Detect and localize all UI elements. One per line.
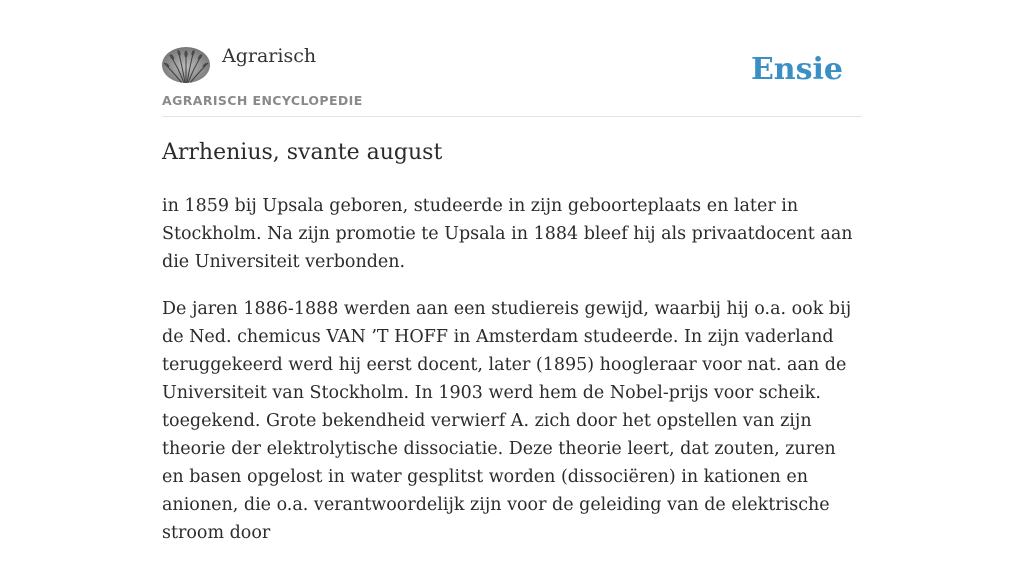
header [162, 0, 862, 117]
brand-logo[interactable]: Ensie [750, 52, 843, 87]
book-subtitle: AGRARISCH ENCYCLOPEDIE [162, 93, 363, 108]
book-title[interactable]: Agrarisch [222, 45, 317, 67]
article-body [162, 192, 862, 566]
article-paragraph: De jaren 1886-1888 werden aan een studiereis gewijd, waarbij hij o.a. ook bij de Ned. chemicus VAN ’T HOFF in Amsterdam studeerde. In zijn vaderland teruggekeerd werd hij eerst docent, later (1895) hoogleraar voor nat. aan de Universiteit van Stockholm. In 1903 werd hem de Nobel-prijs voor scheik. toegekend. Grote bekendheid verwierf A. zich door het opstellen van zijn theorie der elektrolytische dissociatie. Deze theorie leert, dat zouten, zuren en basen opgelost in water gesplitst worden (dissociëren) in kationen en anionen, die o.a. verantwoordelijk zijn voor de geleiding van de elektrische stroom door [162, 299, 852, 543]
wheat-logo-icon[interactable] [162, 47, 210, 83]
page [162, 0, 862, 543]
article-title: Arrhenius, svante august [162, 140, 443, 165]
article-paragraph: in 1859 bij Upsala geboren, studeerde in zijn geboorteplaats en later in Stockholm. Na zijn promotie te Upsala in 1884 bleef hij als privaatdocent aan die Universiteit verbonden. [162, 196, 853, 272]
